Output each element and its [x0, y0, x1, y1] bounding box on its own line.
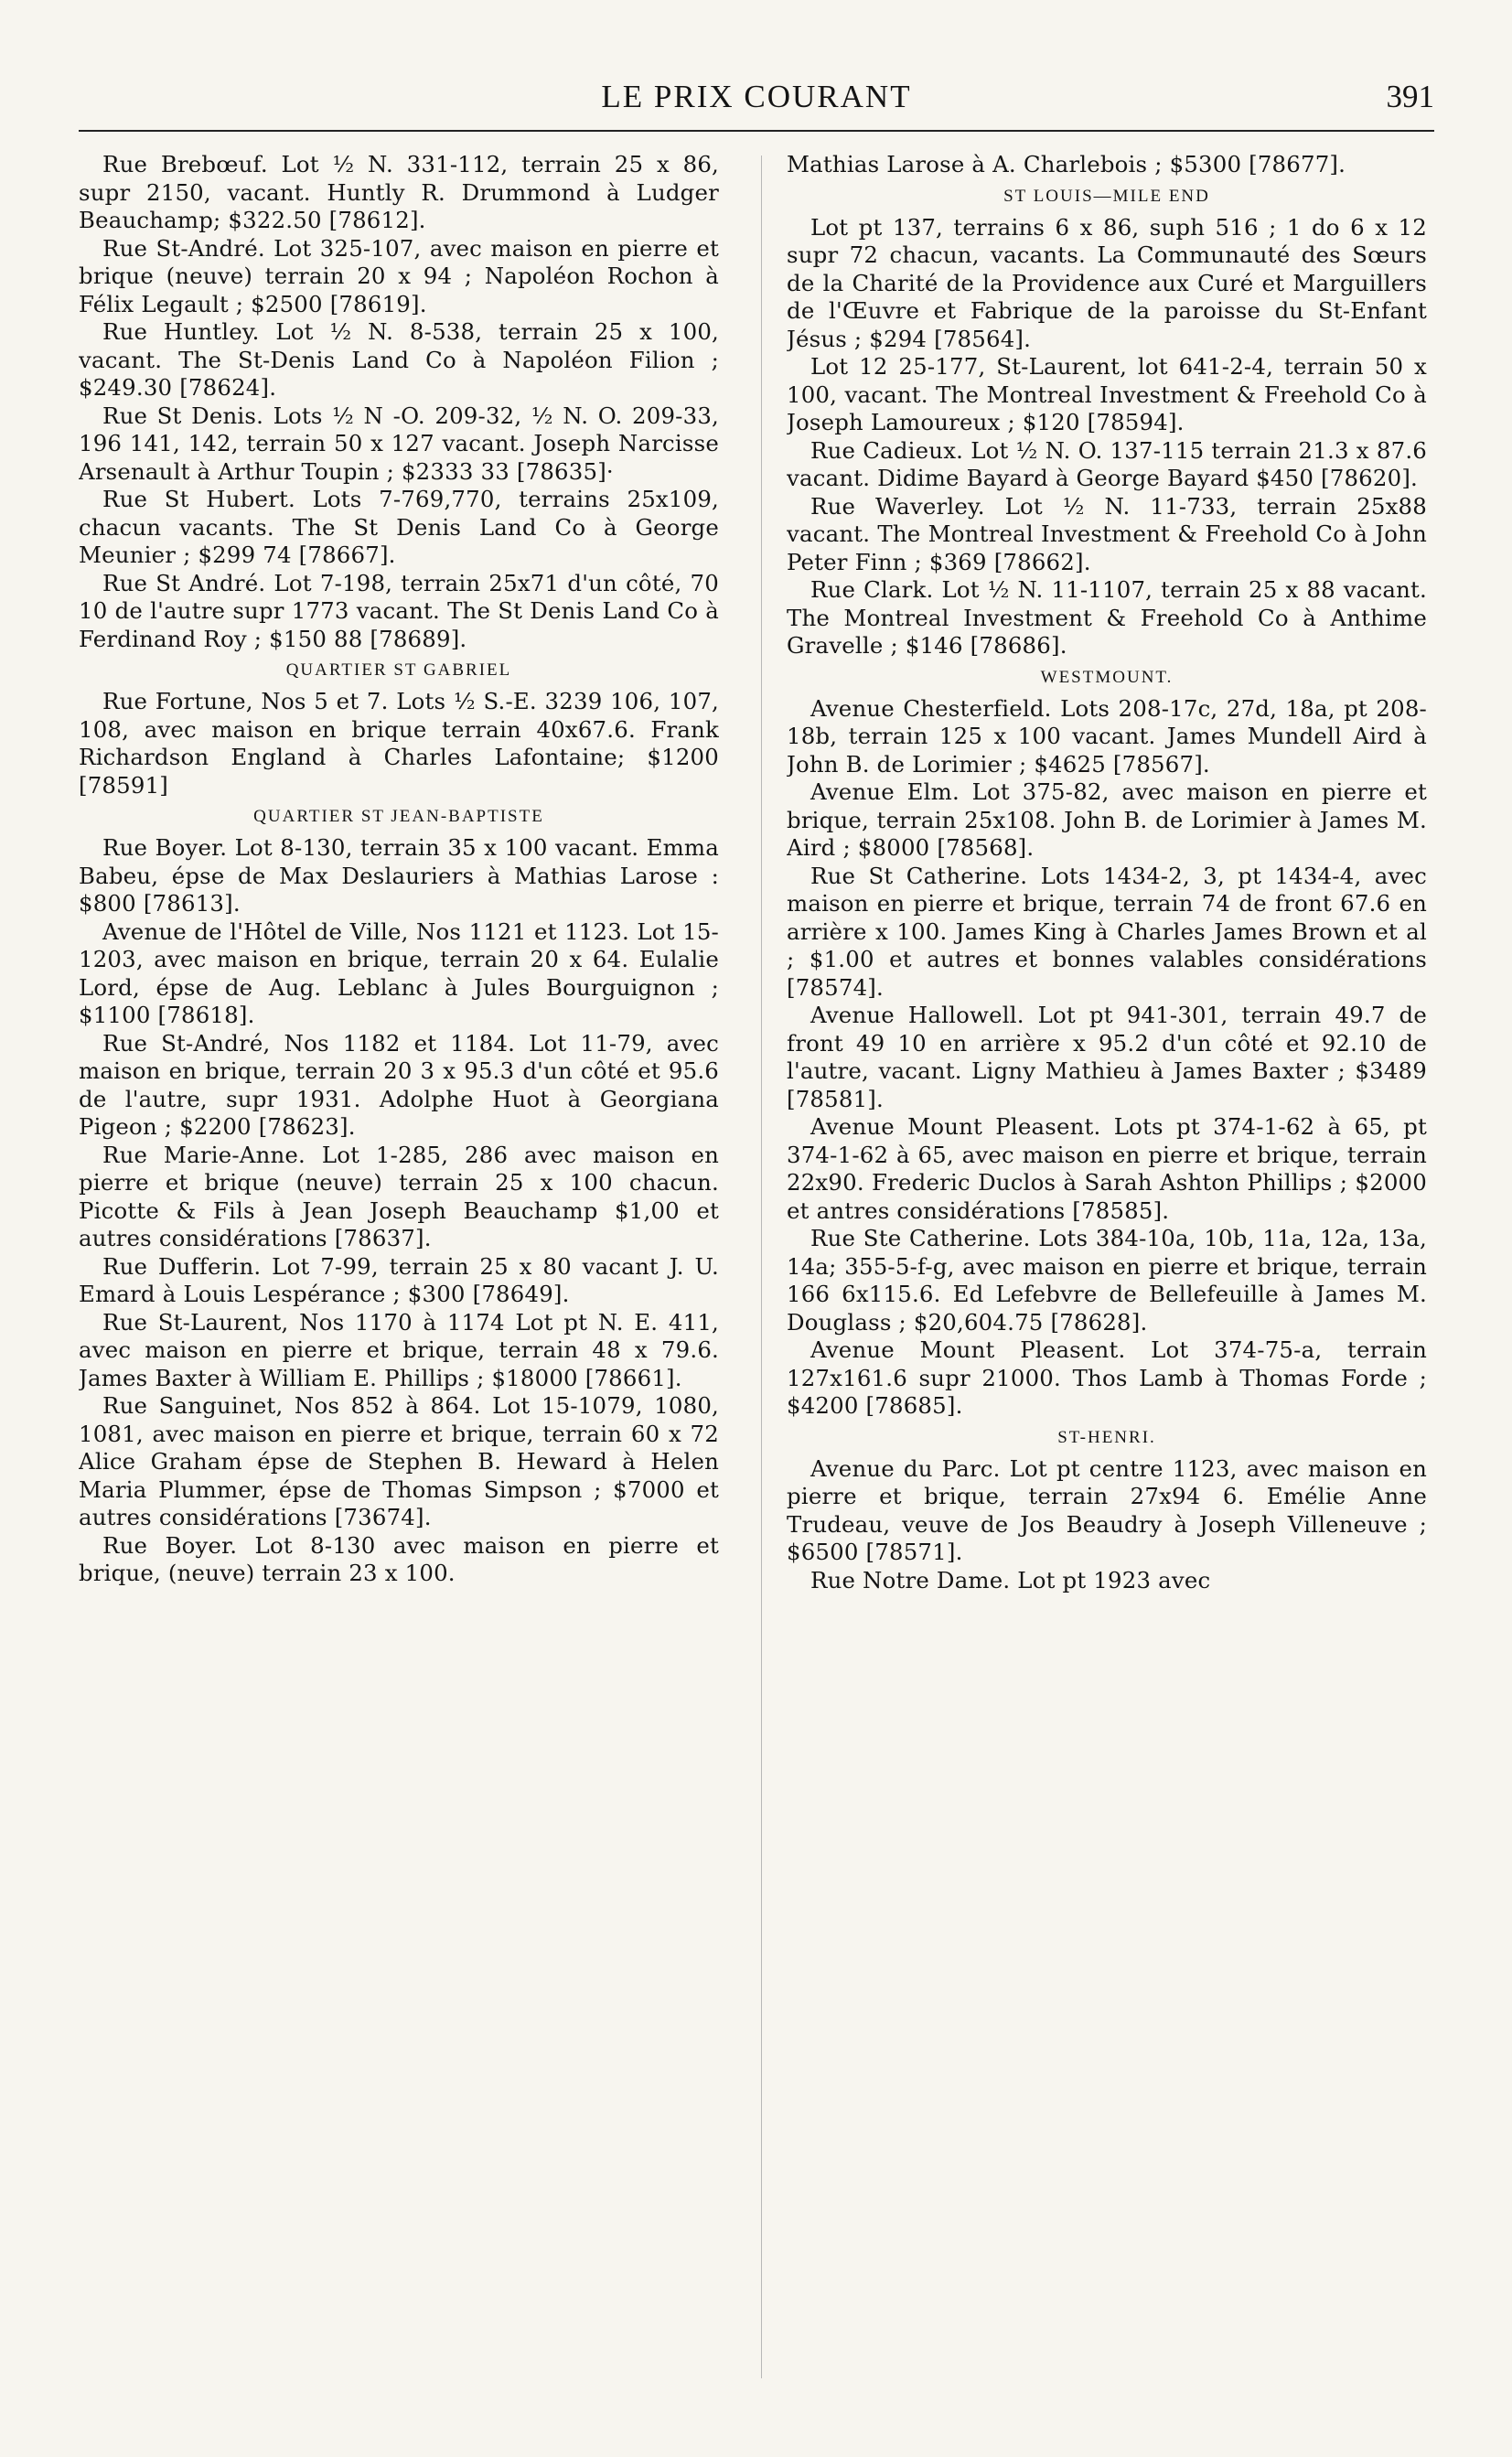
- listing-entry: Rue Cadieux. Lot ½ N. O. 137-115 terrain 21.3 x 87.6 vacant. Didime Bayard à George Bayard $450 [78620].: [787, 436, 1427, 491]
- listing-entry: Avenue Mount Pleasent. Lot 374-75-a, terrain 127x161.6 supr 21000. Thos Lamb à Thomas Forde ; $4200 [78685].: [787, 1336, 1427, 1419]
- listing-entry: Rue St Catherine. Lots 1434-2, 3, pt 1434-4, avec maison en pierre et brique, terrain 74 de front 67.6 en arrière x 100. James King à Charles James Brown et al ; $1.00 et autres et bonnes valables considérations [78574].: [787, 862, 1427, 1001]
- listing-entry: Rue St André. Lot 7-198, terrain 25x71 d'un côté, 70 10 de l'autre supr 1773 vacant. The St Denis Land Co à Ferdinand Roy ; $150 88 [78689].: [79, 569, 719, 652]
- listing-entry-continued: Mathias Larose à A. Charlebois ; $5300 [78677].: [787, 151, 1346, 177]
- listing-entry: Rue Boyer. Lot 8-130, terrain 35 x 100 vacant. Emma Babeu, épse de Max Deslauriers à Mathias Larose : $800 [78613].: [79, 834, 719, 917]
- listing-entry: Lot 12 25-177, St-Laurent, lot 641-2-4, terrain 50 x 100, vacant. The Montreal Investment & Freehold Co à Joseph Lamoureux ; $120 [78594].: [787, 353, 1427, 435]
- page-number: 391: [1386, 79, 1434, 114]
- listing-entry: Rue Marie-Anne. Lot 1-285, 286 avec maison en pierre et brique (neuve) terrain 25 x 100 chacun. Picotte & Fils à Jean Joseph Beauchamp $1,00 et autres considérations [78637].: [79, 1141, 719, 1251]
- section-heading: ST LOUIS—MILE END: [1003, 186, 1210, 206]
- listing-entry: Avenue Mount Pleasent. Lots pt 374-1-62 à 65, pt 374-1-62 à 65, avec maison en pierre et brique, terrain 22x90. Frederic Duclos à Sarah Ashton Phillips ; $2000 et antres considérations [78585].: [787, 1113, 1427, 1224]
- listing-entry: Avenue du Parc. Lot pt centre 1123, avec maison en pierre et brique, terrain 27x94 6. Emélie Anne Trudeau, veuve de Jos Beaudry à Joseph Villeneuve ; $6500 [78571].: [787, 1454, 1427, 1565]
- section-heading: WESTMOUNT.: [1040, 667, 1174, 687]
- listing-entry: Rue St-André, Nos 1182 et 1184. Lot 11-79, avec maison en brique, terrain 20 3 x 95.3 d'un côté et 95.6 de l'autre, supr 1931. Adolphe Huot à Georgiana Pigeon ; $2200 [78623].: [79, 1029, 719, 1140]
- listing-entry: Rue Ste Catherine. Lots 384-10a, 10b, 11a, 12a, 13a, 14a; 355-5-f-g, avec maison en pierre et brique, terrain 166 6x115.6. Ed Lefebvre de Bellefeuille à James M. Douglass ; $20,604.75 [78628].: [787, 1225, 1427, 1336]
- listing-entry: Rue Dufferin. Lot 7-99, terrain 25 x 80 vacant J. U. Emard à Louis Lespérance ; $300 [78649].: [79, 1252, 719, 1307]
- listing-entry: Avenue Hallowell. Lot pt 941-301, terrain 49.7 de front 49 10 en arrière x 95.2 d'un côté et 92.10 de l'autre, vacant. Ligny Mathieu à James Baxter ; $3489 [78581].: [787, 1002, 1427, 1112]
- listing-entry: Rue Huntley. Lot ½ N. 8-538, terrain 25 x 100, vacant. The St-Denis Land Co à Napoléon Filion ; $249.30 [78624].: [79, 318, 719, 401]
- running-title: LE PRIX COURANT: [601, 79, 912, 114]
- listing-entry: Rue Boyer. Lot 8-130 avec maison en pierre et brique, (neuve) terrain 23 x 100.: [79, 1531, 719, 1586]
- column-divider: [761, 156, 762, 2378]
- listing-entry: Rue Notre Dame. Lot pt 1923 avec: [810, 1566, 1211, 1593]
- section-heading: QUARTIER ST JEAN-BAPTISTE: [253, 807, 544, 826]
- listing-entry: Lot pt 137, terrains 6 x 86, suph 516 ; 1 do 6 x 12 supr 72 chacun, vacants. La Communauté des Sœurs de la Charité de la Providence aux Curé et Marguillers de l'Œuvre et Fabrique de la paroisse du St-Enfant Jésus ; $294 [78564].: [787, 213, 1427, 352]
- listing-entry: Rue Brebœuf. Lot ½ N. 331-112, terrain 25 x 86, supr 2150, vacant. Huntly R. Drummond à Ludger Beauchamp; $322.50 [78612].: [79, 151, 719, 233]
- section-heading: ST-HENRI.: [1057, 1427, 1156, 1447]
- listing-entry: Rue St Denis. Lots ½ N -O. 209-32, ½ N. O. 209-33, 196 141, 142, terrain 50 x 127 vacant. Joseph Narcisse Arsenault à Arthur Toupin ; $2333 33 [78635]·: [79, 402, 719, 485]
- section-heading: QUARTIER ST GABRIEL: [285, 660, 512, 680]
- listing-entry: Avenue Elm. Lot 375-82, avec maison en pierre et brique, terrain 25x108. John B. de Lorimier à James M. Aird ; $8000 [78568].: [787, 778, 1427, 861]
- listing-entry: Rue Waverley. Lot ½ N. 11-733, terrain 25x88 vacant. The Montreal Investment & Freehold Co à John Peter Finn ; $369 [78662].: [787, 492, 1427, 575]
- listing-entry: Rue St-Laurent, Nos 1170 à 1174 Lot pt N. E. 411, avec maison en pierre et brique, terrain 48 x 79.6. James Baxter à William E. Phillips ; $18000 [78661].: [79, 1308, 719, 1391]
- listing-entry: Rue Clark. Lot ½ N. 11-1107, terrain 25 x 88 vacant. The Montreal Investment & Freehold Co à Anthime Gravelle ; $146 [78686].: [787, 576, 1427, 659]
- left-column: [79, 151, 719, 2383]
- listing-entry: Avenue Chesterfield. Lots 208-17c, 27d, 18a, pt 208-18b, terrain 125 x 100 vacant. James Mundell Aird à John B. de Lorimier ; $4625 [78567].: [787, 694, 1427, 778]
- listing-entry: Avenue de l'Hôtel de Ville, Nos 1121 et 1123. Lot 15-1203, avec maison en brique, terrain 20 x 64. Eulalie Lord, épse de Aug. Leblanc à Jules Bourguignon ; $1100 [78618].: [79, 917, 719, 1028]
- listing-entry: Rue Fortune, Nos 5 et 7. Lots ½ S.-E. 3239 106, 107, 108, avec maison en brique terrain 40x67.6. Frank Richardson England à Charles Lafontaine; $1200 [78591]: [79, 688, 719, 799]
- page-header: [79, 71, 1434, 132]
- listing-entry: Rue St-André. Lot 325-107, avec maison en pierre et brique (neuve) terrain 20 x 94 ; Napoléon Rochon à Félix Legault ; $2500 [78619].: [79, 234, 719, 317]
- listing-entry: Rue Sanguinet, Nos 852 à 864. Lot 15-1079, 1080, 1081, avec maison en pierre et brique, terrain 60 x 72 Alice Graham épse de Stephen B. Heward à Helen Maria Plummer, épse de Thomas Simpson ; $7000 et autres considérations [73674].: [79, 1392, 719, 1530]
- listing-entry: Rue St Hubert. Lots 7-769,770, terrains 25x109, chacun vacants. The St Denis Land Co à George Meunier ; $299 74 [78667].: [79, 486, 719, 568]
- right-column: [787, 151, 1427, 2383]
